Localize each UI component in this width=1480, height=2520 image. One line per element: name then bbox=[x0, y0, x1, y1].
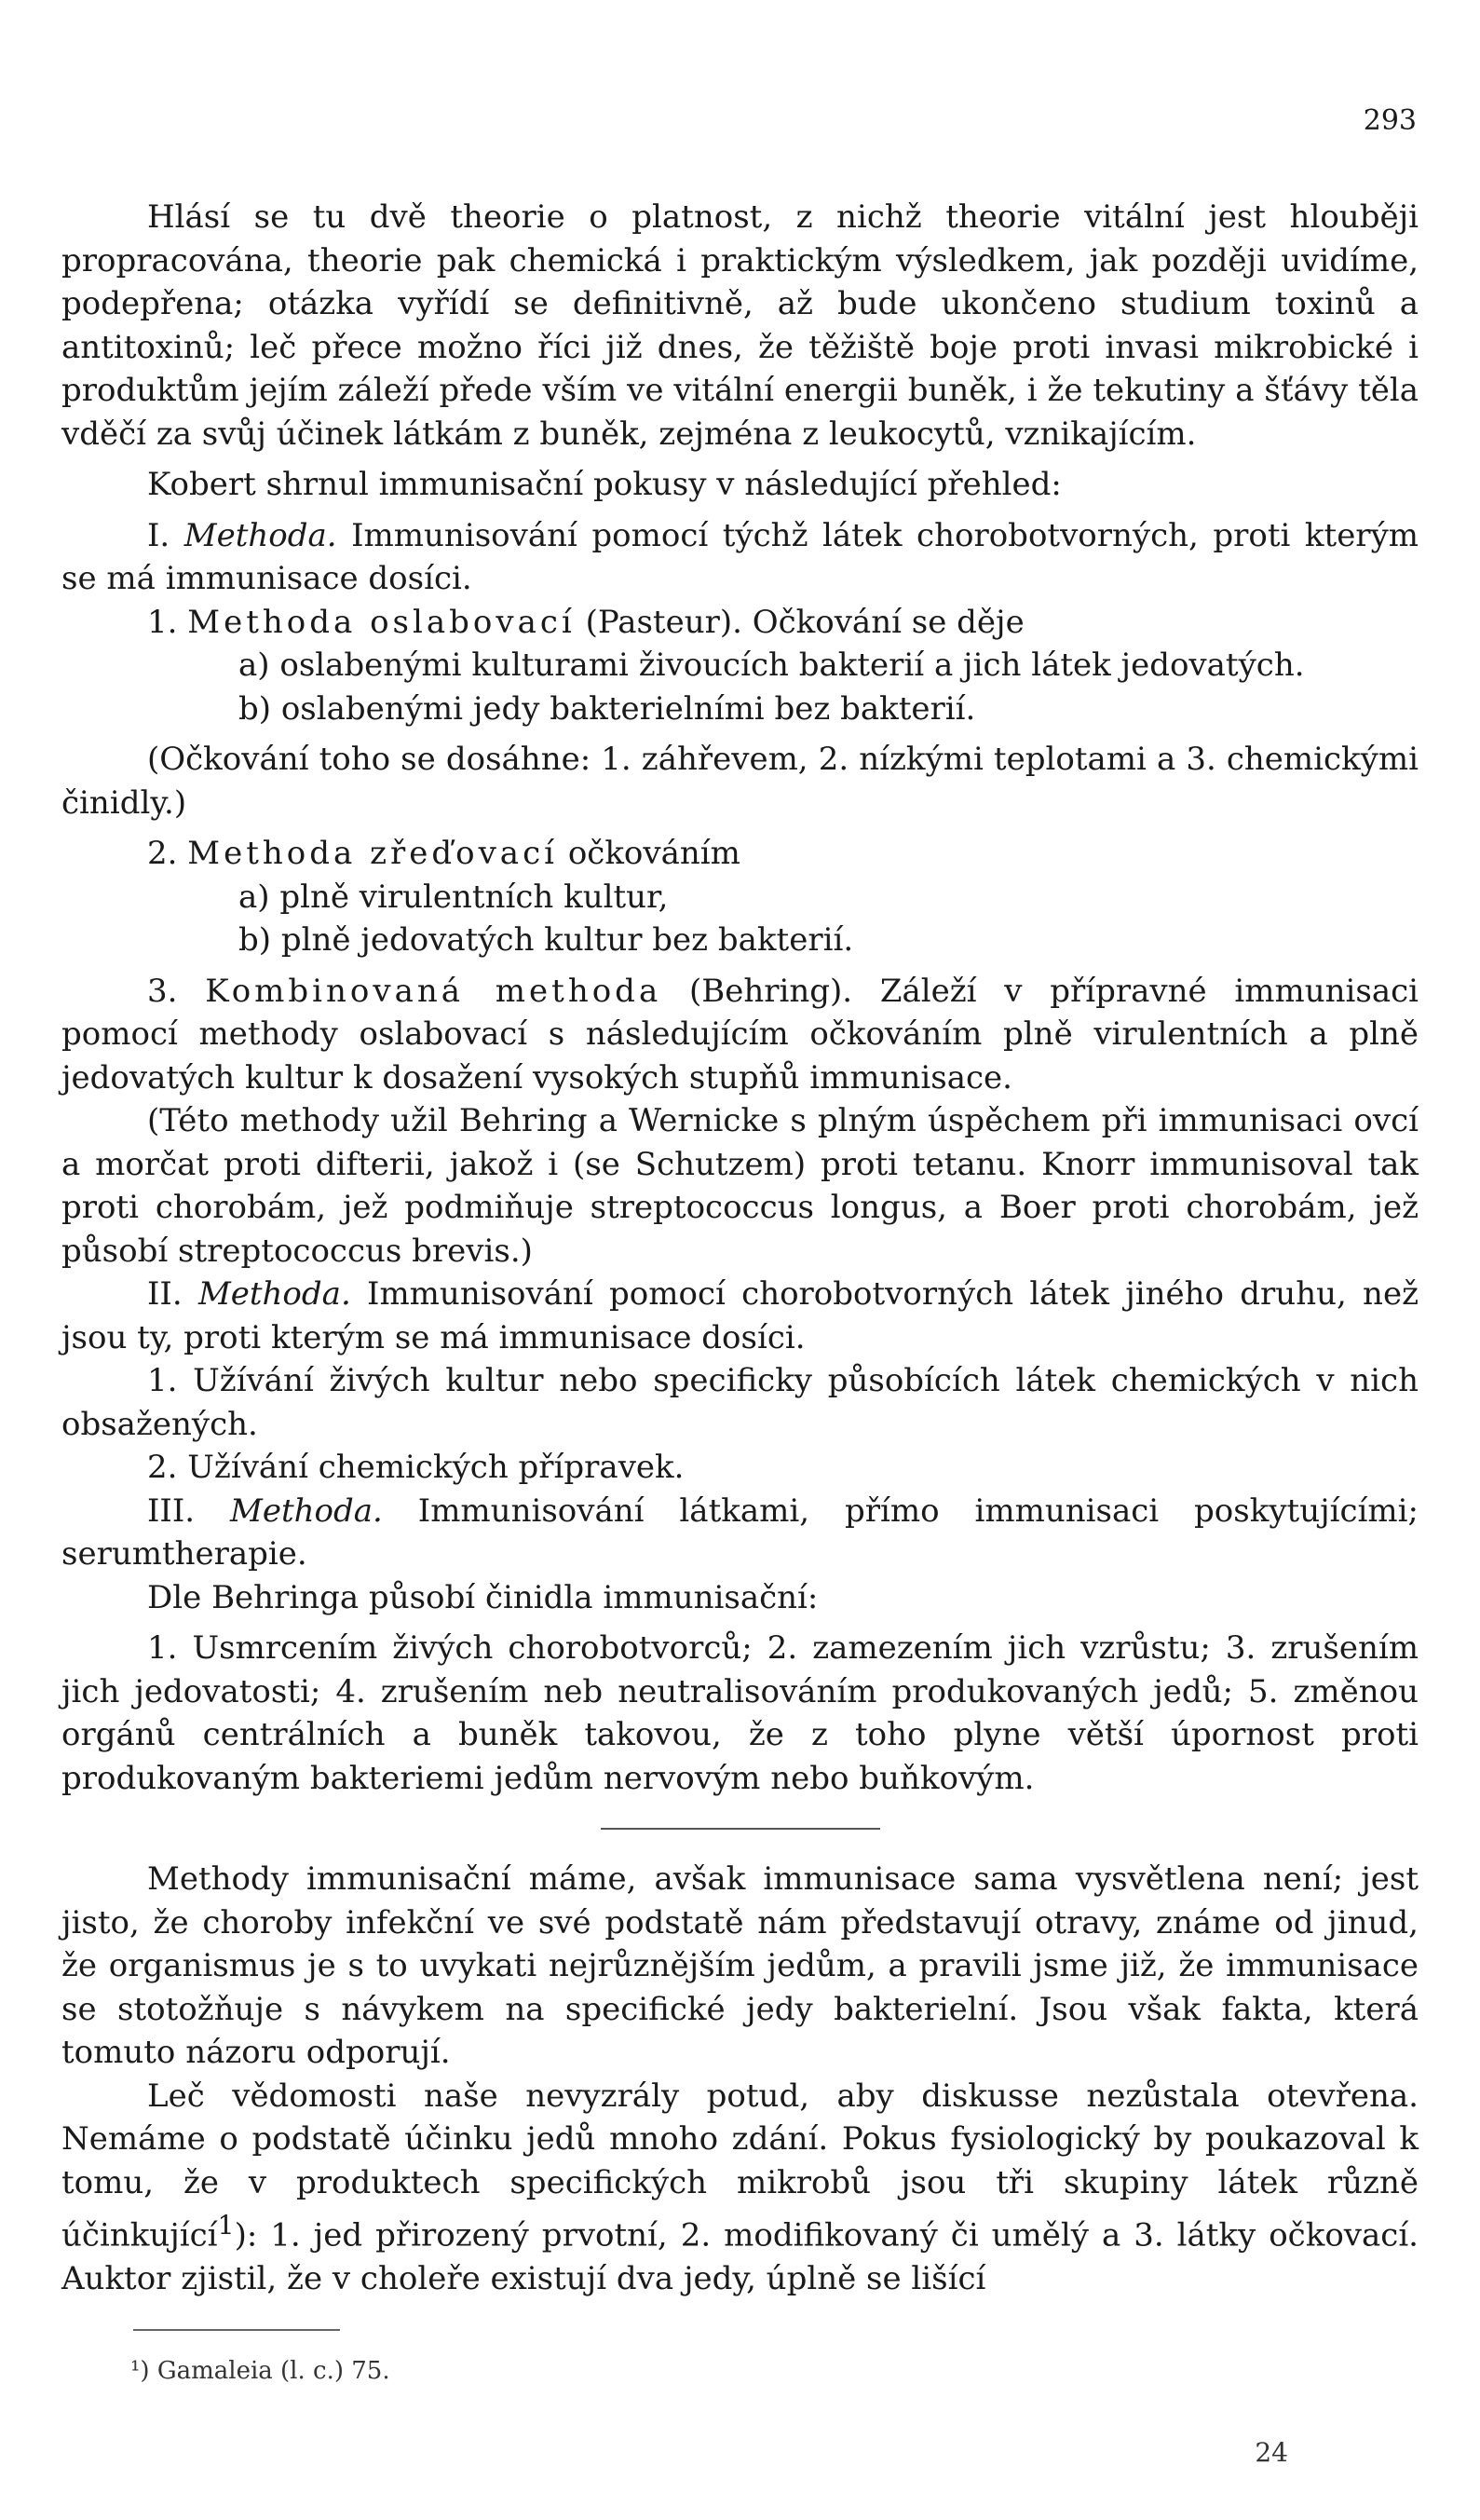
section-divider bbox=[601, 1828, 880, 1830]
footnote: ¹) Gamaleia (l. c.) 75. bbox=[130, 2357, 390, 2385]
paragraph-immunisation: Methody immunisační máme, avšak immunisace sama vysvětlena není; jest jisto, že choroby infekční ve své podstatě nám představují otravy, známe od jinud, že organismus je s to uvykati nejrůznějším jedům, a pravili jsme již, že immunisace se stotožňuje s návykem na specifické jedy bakterielní. Jsou však fakta, která tomuto názoru odporují. bbox=[61, 1860, 1419, 2071]
method-2 bbox=[61, 1273, 1419, 1359]
method-3-num: III. bbox=[147, 1492, 196, 1530]
paragraph-theories: Hlásí se tu dvě theorie o platnost, z nichž theorie vitální jest hlouběji propracována, theorie pak chemická i praktickým výsledkem, jak později uvidíme, podepřena; otázka vyřídí se definitivně, až bude ukončeno studium toxinů a antitoxinů; leč přece možno říci již dnes, že těžiště boje proti invasi mikrobické i produktům jejím záleží přede vším ve vitální energii buněk, i že tekutiny a šťávy těla vděčí za svůj účinek látkám z buněk, zejména z leukocytů, vznikajícím. bbox=[61, 198, 1419, 453]
method-1-1-b: b) oslabenými jedy bakterielními bez bakterií. bbox=[238, 689, 976, 728]
method-1-2 bbox=[61, 832, 1419, 876]
method-2-text: Immunisování pomocí chorobotvorných látek jiného druhu, než jsou ty, proti kterým se má immunisace dosíci. bbox=[61, 1275, 1419, 1356]
method-1-num: I. bbox=[147, 516, 170, 554]
paragraph-kobert: Kobert shrnul immunisační pokusy v následující přehled: bbox=[147, 466, 1062, 503]
signature-mark: 24 bbox=[1255, 2437, 1288, 2468]
method-1-3-title: Kombinovaná methoda bbox=[205, 972, 662, 1010]
footnote-marker: 1 bbox=[217, 2210, 235, 2241]
method-2-name: Methoda. bbox=[197, 1275, 351, 1313]
method-3 bbox=[61, 1490, 1419, 1576]
method-1-3-rest: (Behring). Záleží v přípravné immunisaci pomocí methody oslabovací s následujícím očkováním plně virulentních a plně jedovatých kultur k dosažení vysokých stupňů immunisace. bbox=[61, 972, 1419, 1097]
behring-intro: Dle Behringa působí činidla immunisační: bbox=[147, 1578, 819, 1616]
body-text bbox=[61, 196, 1419, 2300]
method-1-3 bbox=[61, 970, 1419, 1100]
method-1-3-note: (Této methody užil Behring a Wernicke s plným úspěchem při immunisaci ovcí a morčat proti difterii, jakož i (se Schutzem) proti tetanu. Knorr immunisoval tak proti chorobám, jež podmiňuje streptococcus longus, a Boer proti chorobám, jež působí streptococcus brevis.) bbox=[61, 1102, 1419, 1270]
method-1-text: Immunisování pomocí týchž látek chorobotvorných, proti kterým se má immunisace dosíci. bbox=[61, 516, 1419, 597]
method-1-1-rest: (Pasteur). Očkování se děje bbox=[585, 603, 1025, 641]
method-1-1-title: Methoda oslabovací bbox=[187, 603, 576, 641]
method-1-2-title: Methoda zřeďovací bbox=[187, 835, 558, 872]
method-2-2: 2. Užívání chemických přípravek. bbox=[147, 1449, 685, 1486]
method-1-1-num: 1. bbox=[147, 603, 178, 641]
method-2-1: 1. Užívání živých kultur nebo specificky působících látek chemických v nich obsažených. bbox=[61, 1362, 1419, 1443]
method-1-name: Methoda. bbox=[183, 516, 337, 554]
method-1-2-b: b) plně jedovatých kultur bez bakterií. bbox=[238, 921, 854, 959]
behring-list: 1. Usmrcením živých chorobotvorců; 2. zamezením jich vzrůstu; 3. zrušením jich jedovatosti; 4. zrušením neb neutralisováním produkovaných jedů; 5. změnou orgánů centrálních a buněk takovou, že z toho plyne větší úpornost proti produkovaným bakteriemi jedům nervovým nebo buňkovým. bbox=[61, 1629, 1419, 1797]
method-1-3-num: 3. bbox=[147, 972, 178, 1010]
paragraph-knowledge-a: Leč vědomosti naše nevyzrály potud, aby diskusse nezůstala otevřena. Nemáme o podstatě účinku jedů mnoho zdání. Pokus fysiologický by poukazoval k tomu, že v produktech specifických mikrobů jsou tři skupiny látek různě účinkující bbox=[61, 2077, 1419, 2254]
paragraph-knowledge bbox=[61, 2075, 1419, 2301]
method-2-num: II. bbox=[147, 1275, 183, 1313]
footnote-rule bbox=[133, 2329, 340, 2331]
method-1-2-rest: očkováním bbox=[567, 835, 740, 872]
paragraph-knowledge-b: ): 1. jed přirozený prvotní, 2. modifikovaný či umělý a 3. látky očkovací. Auktor zjistil, že v choleře existují dva jedy, úplně se lišící bbox=[61, 2216, 1419, 2297]
method-3-text: Immunisování látkami, přímo immunisaci poskytujícími; serumtherapie. bbox=[61, 1492, 1419, 1573]
method-1-2-a: a) plně virulentních kultur, bbox=[238, 878, 669, 916]
method-1-note: (Očkování toho se dosáhne: 1. záhřevem, 2. nízkými teplotami a 3. chemickými činidly.) bbox=[61, 741, 1419, 822]
page-number: 293 bbox=[1363, 104, 1417, 137]
method-1-2-num: 2. bbox=[147, 835, 178, 872]
method-1-1-a: a) oslabenými kulturami živoucích bakterií a jich látek jedovatých. bbox=[238, 647, 1305, 684]
method-1 bbox=[61, 514, 1419, 601]
method-1-1 bbox=[61, 601, 1419, 645]
method-3-name: Methoda. bbox=[230, 1492, 383, 1530]
